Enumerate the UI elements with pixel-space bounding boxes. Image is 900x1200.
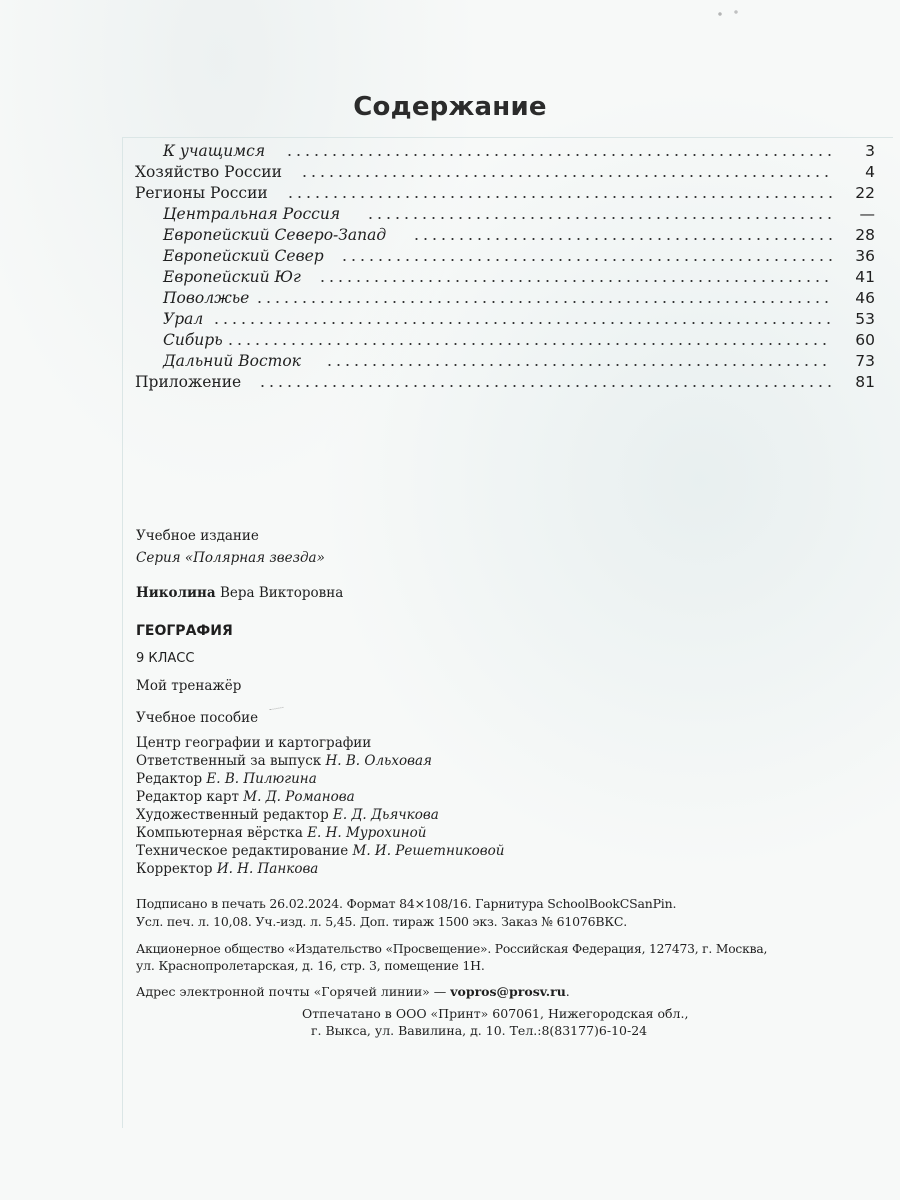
credit-name: М. Д. Романова (243, 789, 355, 805)
printer-line-2: г. Выкса, ул. Вавилина, д. 10. Тел.:8(83177)6-10-24 (311, 1023, 648, 1038)
credit-role: Художественный редактор (136, 807, 329, 823)
toc-entry-label: Европейский Юг (163, 268, 301, 286)
credit-line (136, 788, 355, 806)
grade-label: 9 КЛАСС (136, 651, 195, 666)
manual-type: Учебное пособие (136, 710, 259, 726)
print-specs-line-1: Подписано в печать 26.02.2024. Формат 84×108/16. Гарнитура SchoolBookCSanPin. (136, 896, 677, 911)
toc-entry-page: 4 (865, 163, 875, 181)
credit-role: Корректор (136, 861, 213, 877)
credit-name: Е. Н. Мурохиной (307, 825, 427, 841)
author-given-names: Вера Викторовна (219, 585, 344, 601)
publisher-line-2: ул. Краснопролетарская, д. 16, стр. 3, помещение 1Н. (136, 958, 485, 973)
credit-role: Редактор (136, 771, 203, 787)
toc-entry-page: 53 (855, 310, 875, 328)
toc-entry-label: Урал (163, 310, 204, 328)
toc-entry-label: Европейский Север (163, 247, 324, 265)
author-line (136, 584, 343, 602)
subject-title: ГЕОГРАФИЯ (136, 623, 233, 639)
toc-title: Содержание (353, 92, 547, 122)
toc-entry-page: — (859, 205, 875, 223)
toc-entry-label: Поволжье (163, 289, 250, 307)
credit-role: Редактор карт (136, 789, 239, 805)
credit-line (136, 770, 317, 788)
toc-entry-label: Европейский Северо-Запад (163, 226, 387, 244)
printer-line-1: Отпечатано в ООО «Принт» 607061, Нижегородская обл., (302, 1006, 689, 1021)
credit-line (136, 734, 371, 752)
credit-role: Ответственный за выпуск (136, 753, 322, 769)
hotline-label: Адрес электронной почты «Горячей линии» — (136, 984, 451, 999)
toc-entry-label: Приложение (135, 373, 242, 391)
toc-entry-page: 36 (855, 247, 875, 265)
edition-type: Учебное издание (136, 528, 259, 544)
series-name: Серия «Полярная звезда» (136, 550, 325, 566)
product-title: Мой тренажёр (136, 678, 242, 694)
hotline-line (136, 983, 570, 1001)
credit-line (136, 860, 318, 878)
toc-entry-page: 3 (865, 142, 875, 160)
credit-name: Е. Д. Дьячкова (333, 807, 439, 823)
credit-name: Н. В. Ольховая (325, 753, 432, 769)
credit-role: Центр географии и картографии (136, 735, 372, 751)
toc-entry-page: 81 (855, 373, 875, 391)
print-specs-line-2: Усл. печ. л. 10,08. Уч.-изд. л. 5,45. Доп. тираж 1500 экз. Заказ № 61076ВКС. (136, 914, 627, 929)
toc-entry-label: К учащимся (163, 142, 266, 160)
toc-entry-page: 46 (855, 289, 875, 307)
credit-name: Е. В. Пилюгина (206, 771, 317, 787)
credit-line (136, 806, 439, 824)
publisher-line-1: Акционерное общество «Издательство «Просвещение». Российская Федерация, 127473, г. Москва, (136, 942, 768, 956)
hotline-email[interactable]: vopros@prosv.ru (450, 984, 566, 999)
ink-mark (269, 707, 284, 716)
toc-entry-page: 60 (855, 331, 875, 349)
credit-line (136, 752, 432, 770)
hotline-end: . (565, 984, 570, 999)
credit-role: Техническое редактирование (136, 843, 349, 859)
credit-line (136, 824, 426, 842)
toc-entry-label: Хозяйство России (135, 163, 282, 181)
toc-entry-page: 41 (855, 268, 875, 286)
credit-name: М. И. Решетниковой (352, 843, 505, 859)
credit-role: Компьютерная вёрстка (136, 825, 303, 841)
toc-entry-page: 73 (855, 352, 875, 370)
credit-name: И. Н. Панкова (216, 861, 319, 877)
toc-entry-page: 22 (855, 184, 875, 202)
toc-entry-label: Центральная Россия (163, 205, 341, 223)
toc-entry-label: Дальний Восток (163, 352, 301, 370)
toc-entry-page: 28 (855, 226, 875, 244)
credit-line (136, 842, 504, 860)
author-surname: Николина (136, 585, 216, 601)
toc-entry-label: Регионы России (135, 184, 268, 202)
toc-entry-label: Сибирь (163, 331, 223, 349)
